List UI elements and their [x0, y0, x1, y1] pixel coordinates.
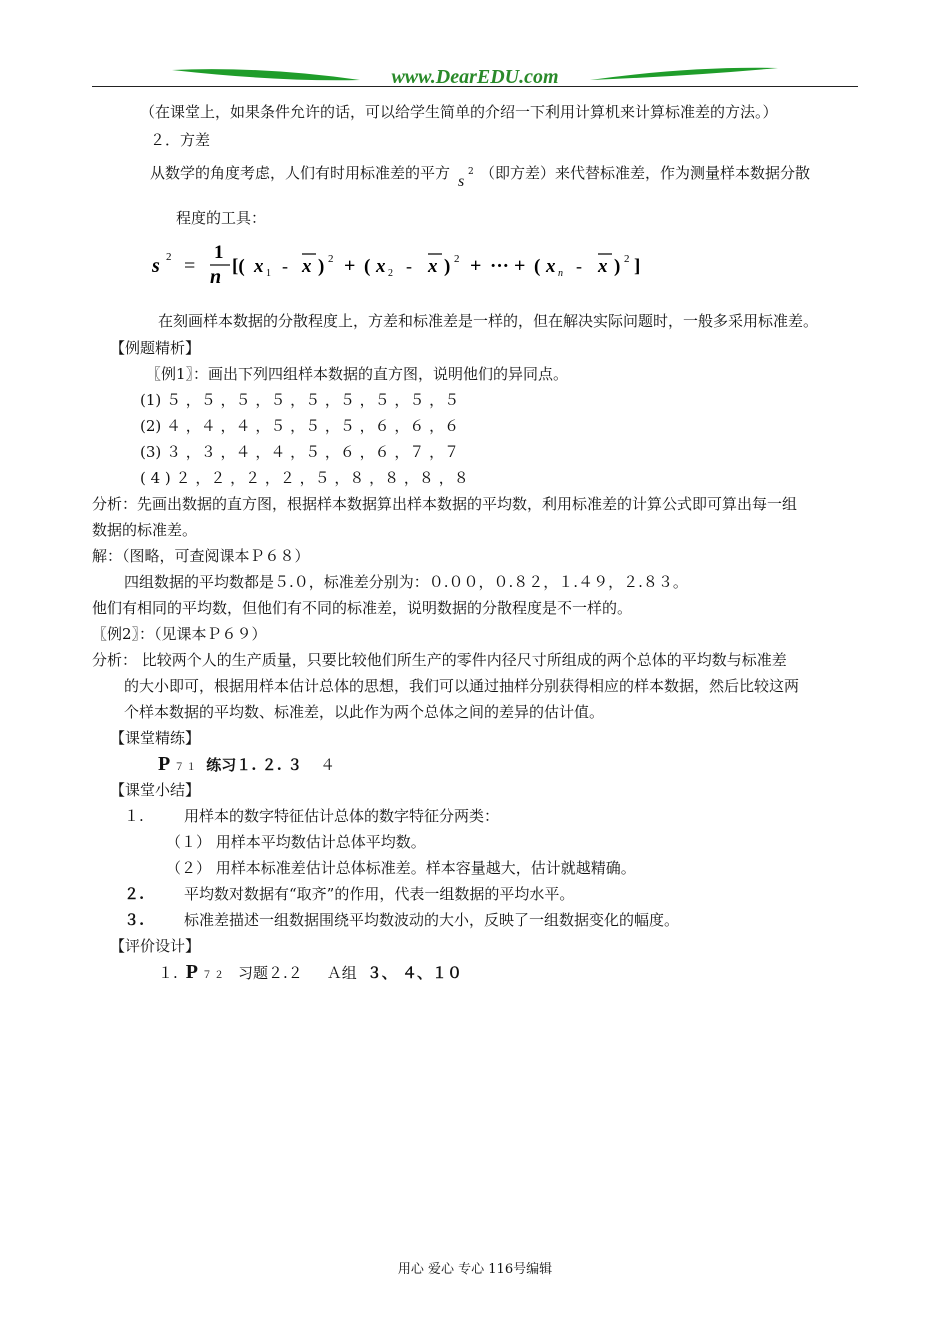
page-footer: 用心 爱心 专心 116号编辑 [397, 1262, 553, 1277]
summary-1-number: １. [124, 807, 144, 825]
header-rule [92, 86, 858, 87]
svg-text:···: ··· [490, 256, 510, 277]
svg-text:): ) [614, 256, 621, 277]
analysis-2-line-1: 分析： 比较两个人的生产质量，只要比较他们所生产的零件内径尺寸所组成的两个总体的平均数与标准差 [92, 651, 787, 669]
svg-text:x: x [546, 256, 556, 277]
svg-text:x: x [254, 256, 264, 277]
section-heading-variance: ２．方差 [150, 131, 211, 149]
paragraph-std-preferred: 在刻画样本数据的分散程度上，方差和标准差是一样的，但在解决实际问题时，一般多采用标准差。 [158, 312, 819, 330]
header-logo [170, 62, 780, 92]
svg-text:(: ( [534, 256, 541, 277]
example-2-question: 〖例2〗：（见课本Ｐ６９） [92, 625, 267, 643]
heading-class-summary: 【课堂小结】 [110, 781, 201, 799]
svg-text:2: 2 [454, 253, 460, 265]
svg-text:s: s [152, 255, 160, 277]
dataset-4: ( 4 ) ２ ，２ ，２ ，２ ，５ ，８ ，８ ，８ ，８ [140, 469, 469, 487]
svg-text:(: ( [364, 256, 371, 277]
summary-2-number: ２. [124, 885, 145, 903]
dataset-3: (3) ３ ，３ ，４ ，４ ，５ ，６ ，６ ，７ ，７ [140, 443, 460, 461]
analysis-1-line-1: 分析：先画出数据的直方图，根据样本数据算出样本数据的平均数，利用标准差的计算公式即可算出每一组 [92, 495, 798, 513]
analysis-2-line-2: 的大小即可，根据用样本估计总体的思想，我们可以通过抽样分别获得相应的样本数据，然后比较这两 [124, 677, 800, 695]
variance-symbol-sup: 2 [468, 167, 474, 177]
analysis-1-line-2: 数据的标准差。 [92, 521, 198, 539]
svg-text:2: 2 [624, 253, 630, 265]
svg-text:2: 2 [388, 268, 393, 279]
svg-text:2: 2 [328, 253, 334, 265]
paragraph-variance-intro: 从数学的角度考虑，人们有时用标准差的平方 s 2 （即方差）来代替标准差，作为测量样本数据分散 [150, 164, 811, 190]
svg-text:=: = [184, 255, 196, 277]
svg-text:n: n [558, 268, 563, 279]
solution-1-result: 四组数据的平均数都是５.０，标准差分别为：０.００，０.８２，１.４９，２.８３。 [124, 573, 688, 591]
heading-class-practice: 【课堂精练】 [110, 729, 201, 747]
practice-reference: P ７１ 练习１. ２. ３ ４ [158, 753, 336, 775]
svg-text:-: - [282, 256, 288, 276]
header-logo-text: www.DearEDU.com [391, 66, 559, 88]
dataset-2: (2) ４ ，４ ，４ ，５ ，５ ，５ ，６ ，６ ，６ [140, 417, 460, 435]
svg-text:-: - [406, 256, 412, 276]
dataset-1: (1) ５ ，５ ，５ ，５ ，５ ，５ ，５ ，５ ，５ [140, 391, 460, 409]
svg-text:2: 2 [166, 251, 172, 263]
example-1-question: 〖例1〗：画出下列四组样本数据的直方图，说明他们的异同点。 [146, 365, 569, 383]
svg-text:x: x [428, 256, 438, 277]
svg-text:]: ] [634, 256, 641, 277]
paragraph-computer-note: （在课堂上，如果条件允许的话，可以给学生简单的介绍一下利用计算机来计算标准差的方法。） [140, 103, 778, 121]
summary-3-number: ３. [124, 911, 145, 929]
variance-symbol: s [458, 173, 465, 190]
svg-text:1: 1 [266, 268, 271, 279]
heading-example-analysis: 【例题精析】 [110, 339, 201, 357]
svg-text:x: x [598, 256, 608, 277]
svg-text:x: x [302, 256, 312, 277]
summary-2-text: 平均数对数据有“取齐”的作用，代表一组数据的平均水平。 [184, 885, 575, 903]
variance-formula [150, 240, 710, 290]
analysis-2-line-3: 个样本数据的平均数、标准差，以此作为两个总体之间的差异的估计值。 [124, 703, 605, 721]
summary-1-a: （１） 用样本平均数估计总体平均数。 [166, 833, 426, 851]
svg-text:): ) [318, 256, 325, 277]
solution-1-conclusion: 他们有相同的平均数，但他们有不同的标准差，说明数据的分散程度是不一样的。 [92, 599, 633, 617]
heading-evaluation: 【评价设计】 [110, 937, 201, 955]
paragraph-tool: 程度的工具： [176, 209, 267, 227]
svg-text:+: + [470, 255, 482, 277]
summary-3-text: 标准差描述一组数据围绕平均数波动的大小，反映了一组数据变化的幅度。 [184, 911, 680, 929]
svg-text:-: - [576, 256, 582, 276]
svg-text:1: 1 [214, 242, 224, 263]
svg-text:n: n [210, 266, 222, 288]
svg-text:[(: [( [232, 256, 245, 277]
svg-text:): ) [444, 256, 451, 277]
svg-text:+: + [344, 255, 356, 277]
summary-1-text: 用样本的数字特征估计总体的数字特征分两类： [184, 807, 500, 825]
solution-1: 解：（图略，可查阅课本Ｐ６８） [92, 547, 310, 565]
summary-1-b: （２） 用样本标准差估计总体标准差。样本容量越大，估计就越精确。 [166, 859, 636, 877]
svg-text:x: x [376, 256, 386, 277]
evaluation-item-1: １. P ７２ 习题２.２ Ａ组 ３、 ４、１０ [158, 961, 463, 983]
svg-text:+: + [514, 255, 526, 277]
